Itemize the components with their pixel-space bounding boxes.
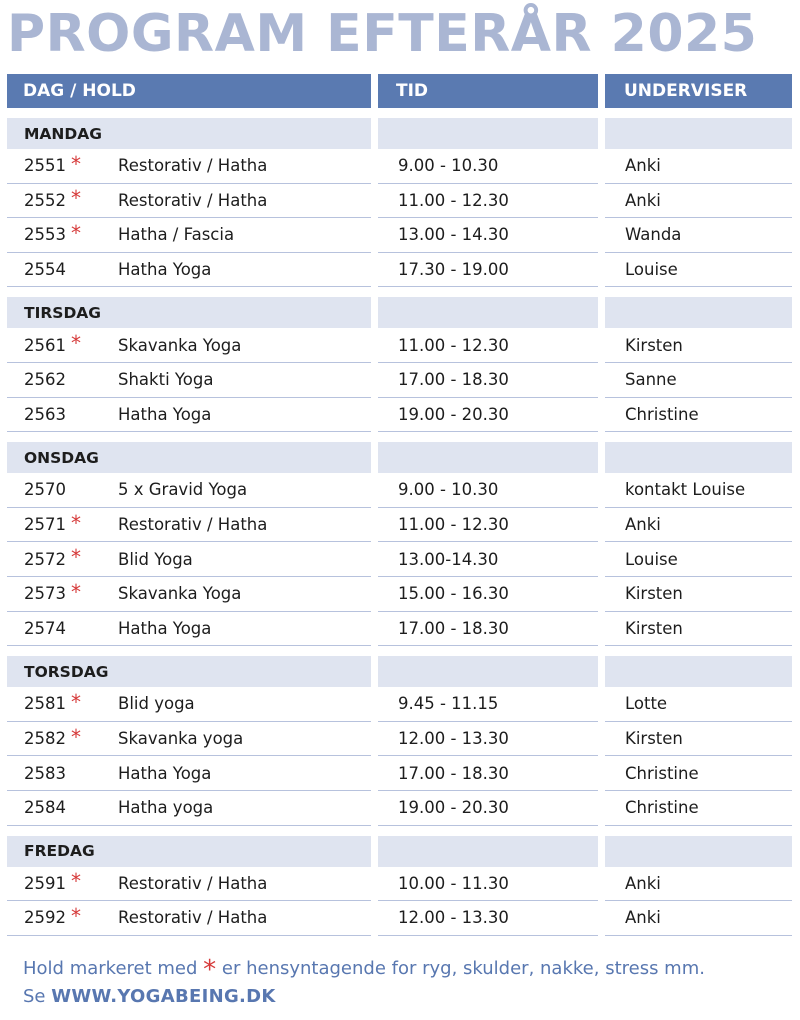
asterisk-icon: * bbox=[71, 869, 81, 894]
day-teacher-cell bbox=[605, 656, 792, 687]
class-teacher: Anki bbox=[605, 184, 792, 219]
class-time: 12.00 - 13.30 bbox=[378, 901, 598, 936]
class-name: Restorativ / Hatha bbox=[118, 908, 268, 928]
website-link[interactable]: WWW.YOGABEING.DK bbox=[51, 986, 276, 1007]
header-teacher: UNDERVISER bbox=[605, 74, 792, 108]
table-header bbox=[7, 74, 792, 108]
class-code: 2583 bbox=[24, 763, 66, 783]
class-teacher: Sanne bbox=[605, 363, 792, 398]
class-teacher: Wanda bbox=[605, 218, 792, 253]
footer-text-before: Hold markeret med bbox=[23, 958, 198, 979]
table-row bbox=[7, 756, 792, 791]
section-gap bbox=[7, 432, 792, 442]
asterisk-icon: * bbox=[71, 510, 81, 535]
class-cell bbox=[7, 542, 371, 577]
class-time: 9.00 - 10.30 bbox=[378, 473, 598, 508]
class-time: 11.00 - 12.30 bbox=[378, 184, 598, 219]
class-name: Skavanka yoga bbox=[118, 729, 244, 749]
class-name: Restorativ / Hatha bbox=[118, 190, 268, 210]
asterisk-icon: * bbox=[71, 331, 81, 356]
page-title: PROGRAM EFTERÅR 2025 bbox=[7, 4, 758, 64]
class-code: 2551 bbox=[24, 156, 66, 176]
class-teacher: Kirsten bbox=[605, 612, 792, 647]
class-time: 13.00-14.30 bbox=[378, 542, 598, 577]
class-code: 2553 bbox=[24, 225, 66, 245]
class-time: 17.00 - 18.30 bbox=[378, 612, 598, 647]
class-name: Skavanka Yoga bbox=[118, 335, 242, 355]
table-row bbox=[7, 722, 792, 757]
class-cell bbox=[7, 756, 371, 791]
class-cell bbox=[7, 722, 371, 757]
asterisk-icon: * bbox=[71, 724, 81, 749]
class-cell bbox=[7, 867, 371, 902]
asterisk-icon: * bbox=[71, 186, 81, 211]
class-code: 2581 bbox=[24, 694, 66, 714]
class-name: Blid Yoga bbox=[118, 549, 193, 569]
day-teacher-cell bbox=[605, 118, 792, 149]
day-time-cell bbox=[378, 442, 598, 473]
class-code: 2562 bbox=[24, 370, 66, 390]
class-cell bbox=[7, 612, 371, 647]
class-name: Hatha Yoga bbox=[118, 763, 212, 783]
table-row bbox=[7, 398, 792, 433]
class-name: Restorativ / Hatha bbox=[118, 873, 268, 893]
asterisk-icon: * bbox=[71, 545, 81, 570]
class-cell bbox=[7, 687, 371, 722]
table-body bbox=[7, 118, 792, 936]
table-row bbox=[7, 612, 792, 647]
class-time: 11.00 - 12.30 bbox=[378, 328, 598, 363]
day-time-cell bbox=[378, 297, 598, 328]
class-code: 2591 bbox=[24, 873, 66, 893]
asterisk-icon: * bbox=[71, 151, 81, 176]
day-row bbox=[7, 442, 792, 473]
class-name: Hatha Yoga bbox=[118, 260, 212, 280]
class-teacher: Christine bbox=[605, 398, 792, 433]
table-row bbox=[7, 791, 792, 826]
class-cell bbox=[7, 901, 371, 936]
class-code: 2573 bbox=[24, 584, 66, 604]
class-time: 13.00 - 14.30 bbox=[378, 218, 598, 253]
class-teacher: Christine bbox=[605, 756, 792, 791]
footer-text-after: er hensyntagende for ryg, skulder, nakke, stress mm. bbox=[221, 958, 705, 979]
day-teacher-cell bbox=[605, 297, 792, 328]
class-code: 2561 bbox=[24, 335, 66, 355]
asterisk-icon: * bbox=[71, 579, 81, 604]
footer-line-2 bbox=[23, 983, 705, 1011]
day-row bbox=[7, 656, 792, 687]
table-row bbox=[7, 542, 792, 577]
class-time: 19.00 - 20.30 bbox=[378, 398, 598, 433]
class-code: 2592 bbox=[24, 908, 66, 928]
schedule-table bbox=[7, 74, 792, 936]
class-time: 9.45 - 11.15 bbox=[378, 687, 598, 722]
day-row bbox=[7, 118, 792, 149]
class-cell bbox=[7, 363, 371, 398]
class-code: 2552 bbox=[24, 190, 66, 210]
class-time: 10.00 - 11.30 bbox=[378, 867, 598, 902]
class-time: 9.00 - 10.30 bbox=[378, 149, 598, 184]
class-name: Skavanka Yoga bbox=[118, 584, 242, 604]
class-name: Blid yoga bbox=[118, 694, 195, 714]
table-row bbox=[7, 901, 792, 936]
class-teacher: Kirsten bbox=[605, 328, 792, 363]
section-gap bbox=[7, 826, 792, 836]
day-name: FREDAG bbox=[7, 836, 371, 867]
day-name: TIRSDAG bbox=[7, 297, 371, 328]
table-row bbox=[7, 253, 792, 288]
class-time: 17.30 - 19.00 bbox=[378, 253, 598, 288]
class-teacher: Louise bbox=[605, 253, 792, 288]
day-time-cell bbox=[378, 836, 598, 867]
class-cell bbox=[7, 473, 371, 508]
section-gap bbox=[7, 646, 792, 656]
asterisk-icon: * bbox=[71, 903, 81, 928]
class-teacher: Anki bbox=[605, 508, 792, 543]
class-time: 12.00 - 13.30 bbox=[378, 722, 598, 757]
class-time: 11.00 - 12.30 bbox=[378, 508, 598, 543]
asterisk-icon: * bbox=[203, 955, 217, 985]
class-time: 15.00 - 16.30 bbox=[378, 577, 598, 612]
class-code: 2572 bbox=[24, 549, 66, 569]
class-cell bbox=[7, 577, 371, 612]
table-row bbox=[7, 577, 792, 612]
class-name: Restorativ / Hatha bbox=[118, 515, 268, 535]
class-code: 2574 bbox=[24, 618, 66, 638]
header-day-hold: DAG / HOLD bbox=[7, 74, 371, 108]
class-name: 5 x Gravid Yoga bbox=[118, 480, 248, 500]
day-time-cell bbox=[378, 118, 598, 149]
class-name: Hatha / Fascia bbox=[118, 225, 235, 245]
class-code: 2563 bbox=[24, 404, 66, 424]
table-row bbox=[7, 218, 792, 253]
class-teacher: Lotte bbox=[605, 687, 792, 722]
class-cell bbox=[7, 398, 371, 433]
class-teacher: Anki bbox=[605, 149, 792, 184]
day-row bbox=[7, 836, 792, 867]
class-cell bbox=[7, 791, 371, 826]
class-name: Restorativ / Hatha bbox=[118, 156, 268, 176]
section-gap bbox=[7, 287, 792, 297]
class-teacher: Christine bbox=[605, 791, 792, 826]
class-time: 19.00 - 20.30 bbox=[378, 791, 598, 826]
day-name: ONSDAG bbox=[7, 442, 371, 473]
class-code: 2570 bbox=[24, 480, 66, 500]
table-row bbox=[7, 473, 792, 508]
class-code: 2584 bbox=[24, 798, 66, 818]
table-row bbox=[7, 149, 792, 184]
class-cell bbox=[7, 328, 371, 363]
day-name: MANDAG bbox=[7, 118, 371, 149]
day-time-cell bbox=[378, 656, 598, 687]
class-cell bbox=[7, 149, 371, 184]
asterisk-icon: * bbox=[71, 689, 81, 714]
class-code: 2582 bbox=[24, 729, 66, 749]
class-code: 2571 bbox=[24, 515, 66, 535]
footer-line-1 bbox=[23, 952, 705, 983]
class-cell bbox=[7, 184, 371, 219]
day-name: TORSDAG bbox=[7, 656, 371, 687]
class-cell bbox=[7, 508, 371, 543]
class-name: Hatha yoga bbox=[118, 798, 214, 818]
class-teacher: kontakt Louise bbox=[605, 473, 792, 508]
table-row bbox=[7, 867, 792, 902]
asterisk-icon: * bbox=[71, 220, 81, 245]
day-row bbox=[7, 297, 792, 328]
table-row bbox=[7, 687, 792, 722]
class-name: Hatha Yoga bbox=[118, 618, 212, 638]
class-teacher: Kirsten bbox=[605, 577, 792, 612]
class-teacher: Anki bbox=[605, 867, 792, 902]
class-cell bbox=[7, 218, 371, 253]
footer-see: Se bbox=[23, 986, 46, 1007]
header-time: TID bbox=[378, 74, 598, 108]
class-teacher: Anki bbox=[605, 901, 792, 936]
table-row bbox=[7, 184, 792, 219]
table-row bbox=[7, 363, 792, 398]
table-row bbox=[7, 328, 792, 363]
class-teacher: Louise bbox=[605, 542, 792, 577]
class-name: Shakti Yoga bbox=[118, 370, 214, 390]
day-teacher-cell bbox=[605, 442, 792, 473]
class-cell bbox=[7, 253, 371, 288]
footer-note bbox=[23, 952, 705, 1011]
table-row bbox=[7, 508, 792, 543]
class-teacher: Kirsten bbox=[605, 722, 792, 757]
class-time: 17.00 - 18.30 bbox=[378, 756, 598, 791]
day-teacher-cell bbox=[605, 836, 792, 867]
class-code: 2554 bbox=[24, 260, 66, 280]
class-time: 17.00 - 18.30 bbox=[378, 363, 598, 398]
class-name: Hatha Yoga bbox=[118, 404, 212, 424]
